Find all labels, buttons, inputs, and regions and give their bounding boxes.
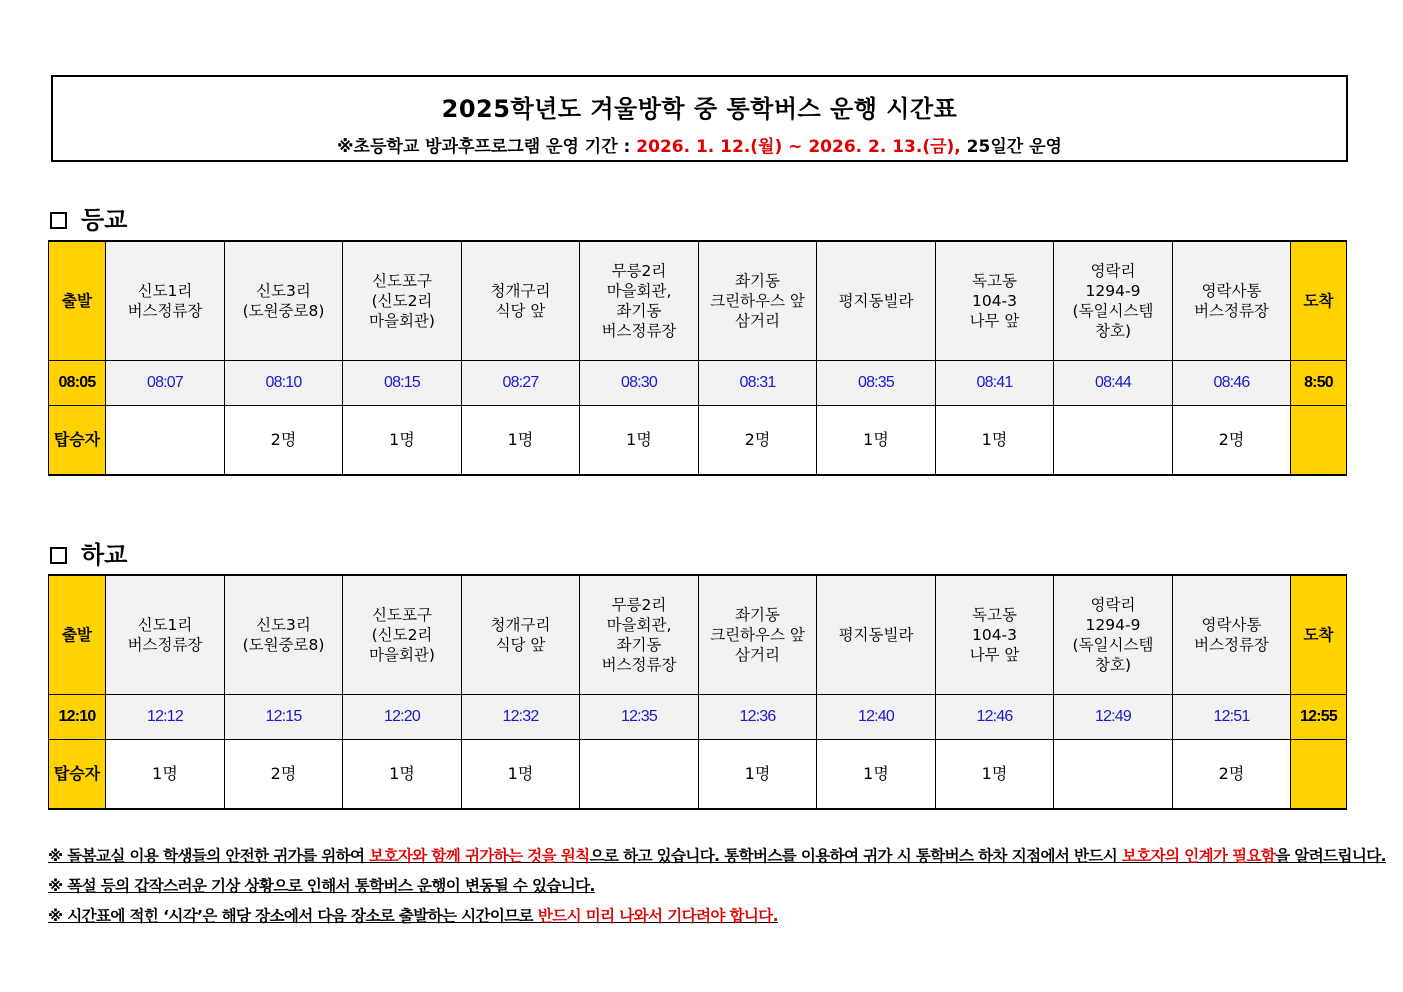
note-1-a: ※ 돌봄교실 이용 학생들의 안전한 귀가를 위하여 (48, 847, 370, 865)
square-bullet-icon (50, 547, 67, 564)
passenger-count: 1명 (936, 740, 1054, 810)
stop-time: 08:31 (699, 361, 817, 406)
passenger-count: 2명 (225, 740, 343, 810)
note-1-e: 을 알려드립니다. (1275, 847, 1386, 865)
note-1 (48, 841, 1386, 871)
title-box (51, 75, 1348, 162)
passenger-label: 탑승자 (49, 740, 106, 810)
passenger-count (1054, 740, 1173, 810)
arrive-time: 8:50 (1291, 361, 1347, 406)
square-bullet-icon (50, 212, 67, 229)
passenger-count: 1명 (699, 740, 817, 810)
stop-name: 신도3리 (도원중로8) (225, 575, 343, 695)
stop-header-row (49, 575, 1347, 695)
stop-time: 12:40 (817, 695, 936, 740)
stop-time: 12:35 (580, 695, 699, 740)
depart-time: 12:10 (49, 695, 106, 740)
stop-name: 청개구리 식당 앞 (462, 575, 580, 695)
passenger-count: 1명 (343, 406, 462, 476)
note-1-emphasis-b: 보호자의 인계가 필요함 (1121, 847, 1276, 865)
notes (48, 841, 1386, 931)
arrive-label: 도착 (1291, 241, 1347, 361)
depart-label: 출발 (49, 575, 106, 695)
time-row (49, 695, 1347, 740)
passenger-count (106, 406, 225, 476)
note-2: ※ 폭설 등의 갑작스러운 기상 상황으로 인해서 통학버스 운행이 변동될 수 있습니다. (48, 877, 595, 895)
passenger-count: 2명 (1173, 406, 1291, 476)
section-return-label: 하교 (81, 541, 128, 569)
passenger-count: 1명 (462, 740, 580, 810)
passenger-count: 2명 (1173, 740, 1291, 810)
stop-name: 신도1리 버스정류장 (106, 575, 225, 695)
passenger-count: 1명 (936, 406, 1054, 476)
stop-time: 08:44 (1054, 361, 1173, 406)
stop-name: 신도포구 (신도2리 마을회관) (343, 575, 462, 695)
return-timetable (48, 574, 1347, 810)
stop-name: 평지동빌라 (817, 241, 936, 361)
stop-name: 무릉2리 마을회관, 좌기동 버스정류장 (580, 241, 699, 361)
stop-time: 08:07 (106, 361, 225, 406)
stop-name: 좌기동 크린하우스 앞 삼거리 (699, 241, 817, 361)
stop-name: 무릉2리 마을회관, 좌기동 버스정류장 (580, 575, 699, 695)
passenger-label: 탑승자 (49, 406, 106, 476)
stop-name: 평지동빌라 (817, 575, 936, 695)
passenger-count: 1명 (462, 406, 580, 476)
stop-name: 독고동 104-3 나무 앞 (936, 241, 1054, 361)
depart-time: 08:05 (49, 361, 106, 406)
passenger-count: 1명 (343, 740, 462, 810)
stop-name: 청개구리 식당 앞 (462, 241, 580, 361)
subtitle-prefix: ※초등학교 방과후프로그램 운영 기간 : (337, 137, 637, 157)
note-1-c: 으로 하고 있습니다. 통학버스를 이용하여 귀가 시 통학버스 하차 지점에서 반드시 (589, 847, 1122, 865)
passenger-count: 1명 (817, 406, 936, 476)
stop-time: 12:15 (225, 695, 343, 740)
stop-name: 영락리 1294-9 (독일시스템 창호) (1054, 241, 1173, 361)
stop-time: 12:36 (699, 695, 817, 740)
time-row (49, 361, 1347, 406)
stop-name: 좌기동 크린하우스 앞 삼거리 (699, 575, 817, 695)
arrive-passenger-blank (1291, 740, 1347, 810)
stop-time: 12:32 (462, 695, 580, 740)
stop-time: 08:46 (1173, 361, 1291, 406)
page-title: 2025학년도 겨울방학 중 통학버스 운행 시간표 (441, 95, 958, 123)
stop-time: 08:15 (343, 361, 462, 406)
passenger-count: 1명 (580, 406, 699, 476)
passenger-count: 1명 (817, 740, 936, 810)
stop-name: 영락리 1294-9 (독일시스템 창호) (1054, 575, 1173, 695)
section-return (50, 535, 127, 570)
passenger-count: 2명 (225, 406, 343, 476)
note-3-emphasis: 반드시 미리 나와서 기다려야 합니다. (537, 907, 778, 925)
stop-time: 12:46 (936, 695, 1054, 740)
page-subtitle (53, 132, 1346, 157)
passenger-row (49, 406, 1347, 476)
arrive-label: 도착 (1291, 575, 1347, 695)
passenger-count (580, 740, 699, 810)
section-commute-label: 등교 (81, 206, 128, 234)
passenger-row (49, 740, 1347, 810)
stop-name: 영락사통 버스정류장 (1173, 575, 1291, 695)
stop-name: 신도1리 버스정류장 (106, 241, 225, 361)
stop-name: 영락사통 버스정류장 (1173, 241, 1291, 361)
note-3-a: ※ 시간표에 적힌 ‘시각’은 해당 장소에서 다음 장소로 출발하는 시간이므로 (48, 907, 538, 925)
stop-time: 08:41 (936, 361, 1054, 406)
arrive-time: 12:55 (1291, 695, 1347, 740)
stop-time: 08:30 (580, 361, 699, 406)
subtitle-dates: 2026. 1. 12.(월) ~ 2026. 2. 13.(금), (636, 137, 961, 157)
section-commute (50, 200, 127, 235)
note-1-emphasis-a: 보호자와 함께 귀가하는 것을 원칙 (369, 847, 590, 865)
arrive-passenger-blank (1291, 406, 1347, 476)
stop-name: 독고동 104-3 나무 앞 (936, 575, 1054, 695)
stop-time: 12:49 (1054, 695, 1173, 740)
depart-label: 출발 (49, 241, 106, 361)
stop-header-row (49, 241, 1347, 361)
stop-name: 신도3리 (도원중로8) (225, 241, 343, 361)
subtitle-suffix: 25일간 운영 (960, 137, 1062, 157)
stop-time: 08:35 (817, 361, 936, 406)
passenger-count: 1명 (106, 740, 225, 810)
stop-time: 12:51 (1173, 695, 1291, 740)
stop-time: 12:20 (343, 695, 462, 740)
stop-time: 08:27 (462, 361, 580, 406)
commute-timetable (48, 240, 1347, 476)
stop-time: 12:12 (106, 695, 225, 740)
stop-name: 신도포구 (신도2리 마을회관) (343, 241, 462, 361)
passenger-count (1054, 406, 1173, 476)
note-3 (48, 901, 1386, 931)
passenger-count: 2명 (699, 406, 817, 476)
stop-time: 08:10 (225, 361, 343, 406)
